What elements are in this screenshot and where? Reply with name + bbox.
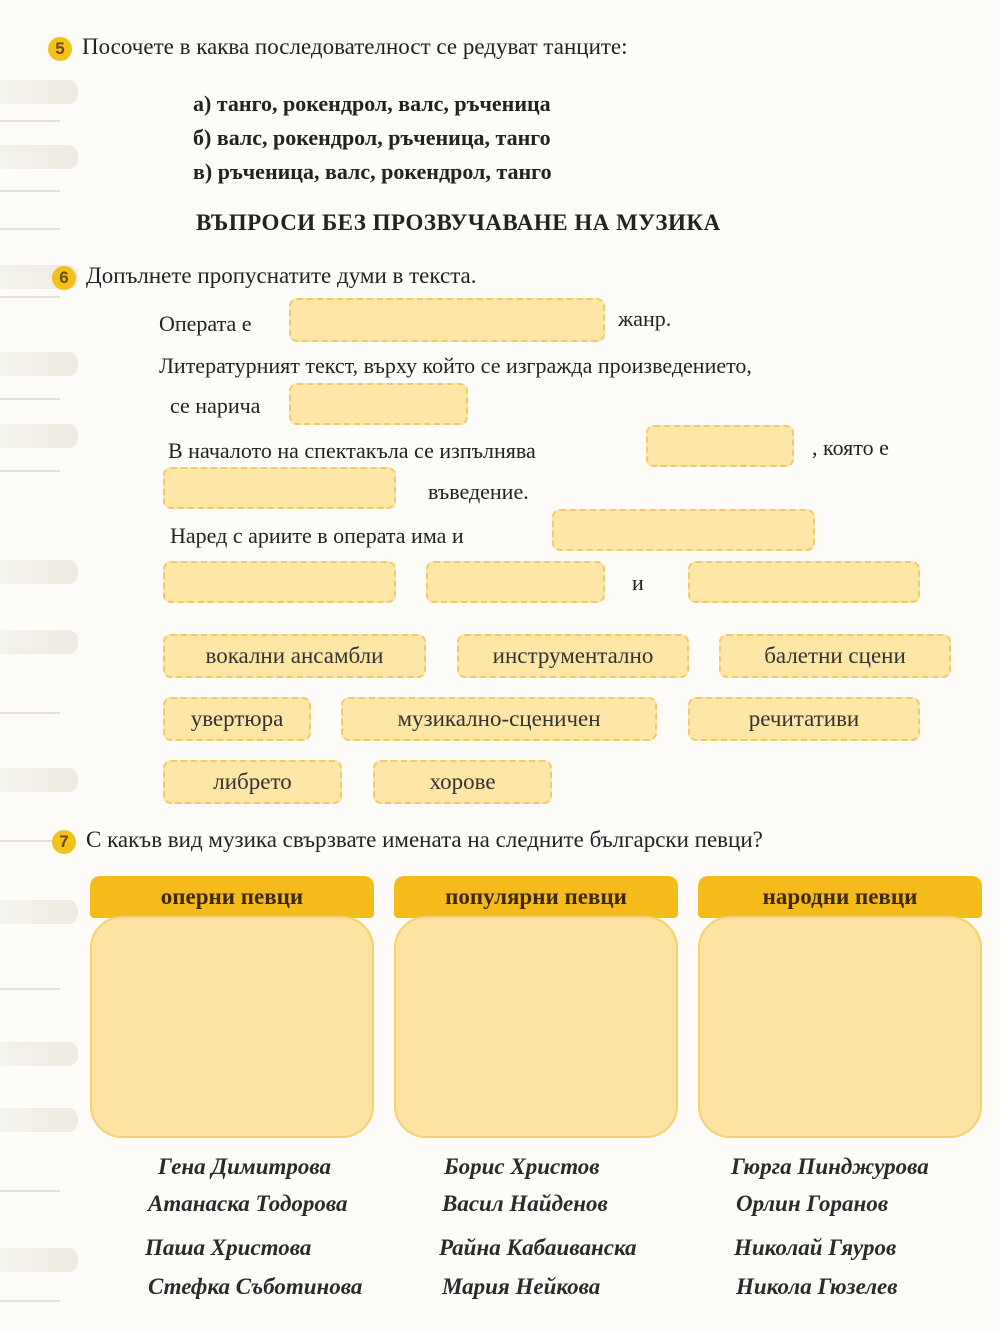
question-5-option-a[interactable]: а) танго, рокендрол, валс, ръченица xyxy=(193,91,551,116)
question-6-prompt: Допълнете пропуснатите думи в текста. xyxy=(86,263,477,288)
question-7-number-badge: 7 xyxy=(52,830,76,854)
tab-decoration xyxy=(0,630,78,654)
singer-name-chip[interactable]: Никола Гюзелев xyxy=(736,1274,898,1299)
word-chip-choirs[interactable]: хорове xyxy=(373,760,552,804)
question-5-option-c[interactable]: в) ръченица, валс, рокендрол, танго xyxy=(193,159,552,184)
rule-line xyxy=(0,1190,60,1192)
q6-text-line4-start: В началото на спектакъла се изпълнява xyxy=(168,438,536,463)
question-5-option-b[interactable]: б) валс, рокендрол, ръченица, танго xyxy=(193,125,551,150)
rule-line xyxy=(0,712,60,714)
singer-name-chip[interactable]: Гюрга Пинджурова xyxy=(731,1154,929,1179)
q6-text-and: и xyxy=(632,570,644,595)
tab-decoration xyxy=(0,900,78,924)
rule-line xyxy=(0,228,60,230)
word-chip-instrumental[interactable]: инструментално xyxy=(457,634,689,678)
tab-decoration xyxy=(0,1108,78,1132)
singer-name-chip[interactable]: Орлин Горанов xyxy=(736,1191,889,1216)
section-heading: ВЪПРОСИ БЕЗ ПРОЗВУЧАВАНЕ НА МУЗИКА xyxy=(196,210,721,235)
q6-blank-extra-3[interactable] xyxy=(426,561,605,603)
category-header-popular: популярни певци xyxy=(394,876,678,918)
singer-name-chip[interactable]: Райна Кабаиванска xyxy=(439,1235,637,1260)
q6-blank-extra-1[interactable] xyxy=(552,509,815,551)
tab-decoration xyxy=(0,80,78,104)
rule-line xyxy=(0,120,60,122)
tab-decoration xyxy=(0,1042,78,1066)
singer-name-chip[interactable]: Николай Гяуров xyxy=(734,1235,897,1260)
tab-decoration xyxy=(0,560,78,584)
rule-line xyxy=(0,190,60,192)
drop-zone-opera[interactable] xyxy=(90,916,374,1138)
question-5-number-badge: 5 xyxy=(48,37,72,61)
singer-name-chip[interactable]: Мария Нейкова xyxy=(442,1274,601,1299)
singer-name-chip[interactable]: Паша Христова xyxy=(145,1235,312,1260)
q6-text-line2: Литературният текст, върху който се изгражда произведението, xyxy=(159,353,752,378)
question-7-prompt: С какъв вид музика свързвате имената на следните български певци? xyxy=(86,827,763,852)
q6-text-line3: се нарича xyxy=(170,393,261,418)
singer-name-chip[interactable]: Васил Найденов xyxy=(442,1191,608,1216)
question-5-prompt: Посочете в каква последователност се редуват танците: xyxy=(82,34,628,59)
q6-text-line1-start: Операта е xyxy=(159,311,252,336)
word-chip-recitatives[interactable]: речитативи xyxy=(688,697,920,741)
rule-line xyxy=(0,470,60,472)
rule-line xyxy=(0,1300,60,1302)
rule-line xyxy=(0,840,60,842)
drop-zone-folk[interactable] xyxy=(698,916,982,1138)
rule-line xyxy=(0,398,60,400)
q6-blank-genre[interactable] xyxy=(289,298,605,342)
rule-line xyxy=(0,296,60,298)
rule-line xyxy=(0,988,60,990)
singer-name-chip[interactable]: Стефка Съботинова xyxy=(148,1274,363,1299)
q6-blank-extra-4[interactable] xyxy=(688,561,920,603)
word-chip-ballet-scenes[interactable]: балетни сцени xyxy=(719,634,951,678)
q6-text-line5: въведение. xyxy=(428,479,529,504)
q6-blank-libretto[interactable] xyxy=(289,383,468,425)
word-chip-musical-stage[interactable]: музикално-сценичен xyxy=(341,697,657,741)
tab-decoration xyxy=(0,145,78,169)
singer-name-chip[interactable]: Гена Димитрова xyxy=(158,1154,331,1179)
q6-blank-overture[interactable] xyxy=(646,425,794,467)
tab-decoration xyxy=(0,768,78,792)
category-header-opera: оперни певци xyxy=(90,876,374,918)
singer-name-chip[interactable]: Борис Христов xyxy=(444,1154,600,1179)
q6-blank-extra-2[interactable] xyxy=(163,561,396,603)
q6-text-line6: Наред с ариите в операта има и xyxy=(170,523,464,548)
q6-text-line1-end: жанр. xyxy=(618,306,672,331)
singer-name-chip[interactable]: Атанаска Тодорова xyxy=(148,1191,348,1216)
question-6-number-badge: 6 xyxy=(52,266,76,290)
category-header-folk: народни певци xyxy=(698,876,982,918)
tab-decoration xyxy=(0,424,78,448)
word-chip-overture[interactable]: увертюра xyxy=(163,697,311,741)
q6-blank-instrumental[interactable] xyxy=(163,467,396,509)
drop-zone-popular[interactable] xyxy=(394,916,678,1138)
tab-decoration xyxy=(0,1248,78,1272)
word-chip-libretto[interactable]: либрето xyxy=(163,760,342,804)
tab-decoration xyxy=(0,352,78,376)
q6-text-line4-end: , която е xyxy=(812,435,889,460)
word-chip-vocal-ensembles[interactable]: вокални ансамбли xyxy=(163,634,426,678)
